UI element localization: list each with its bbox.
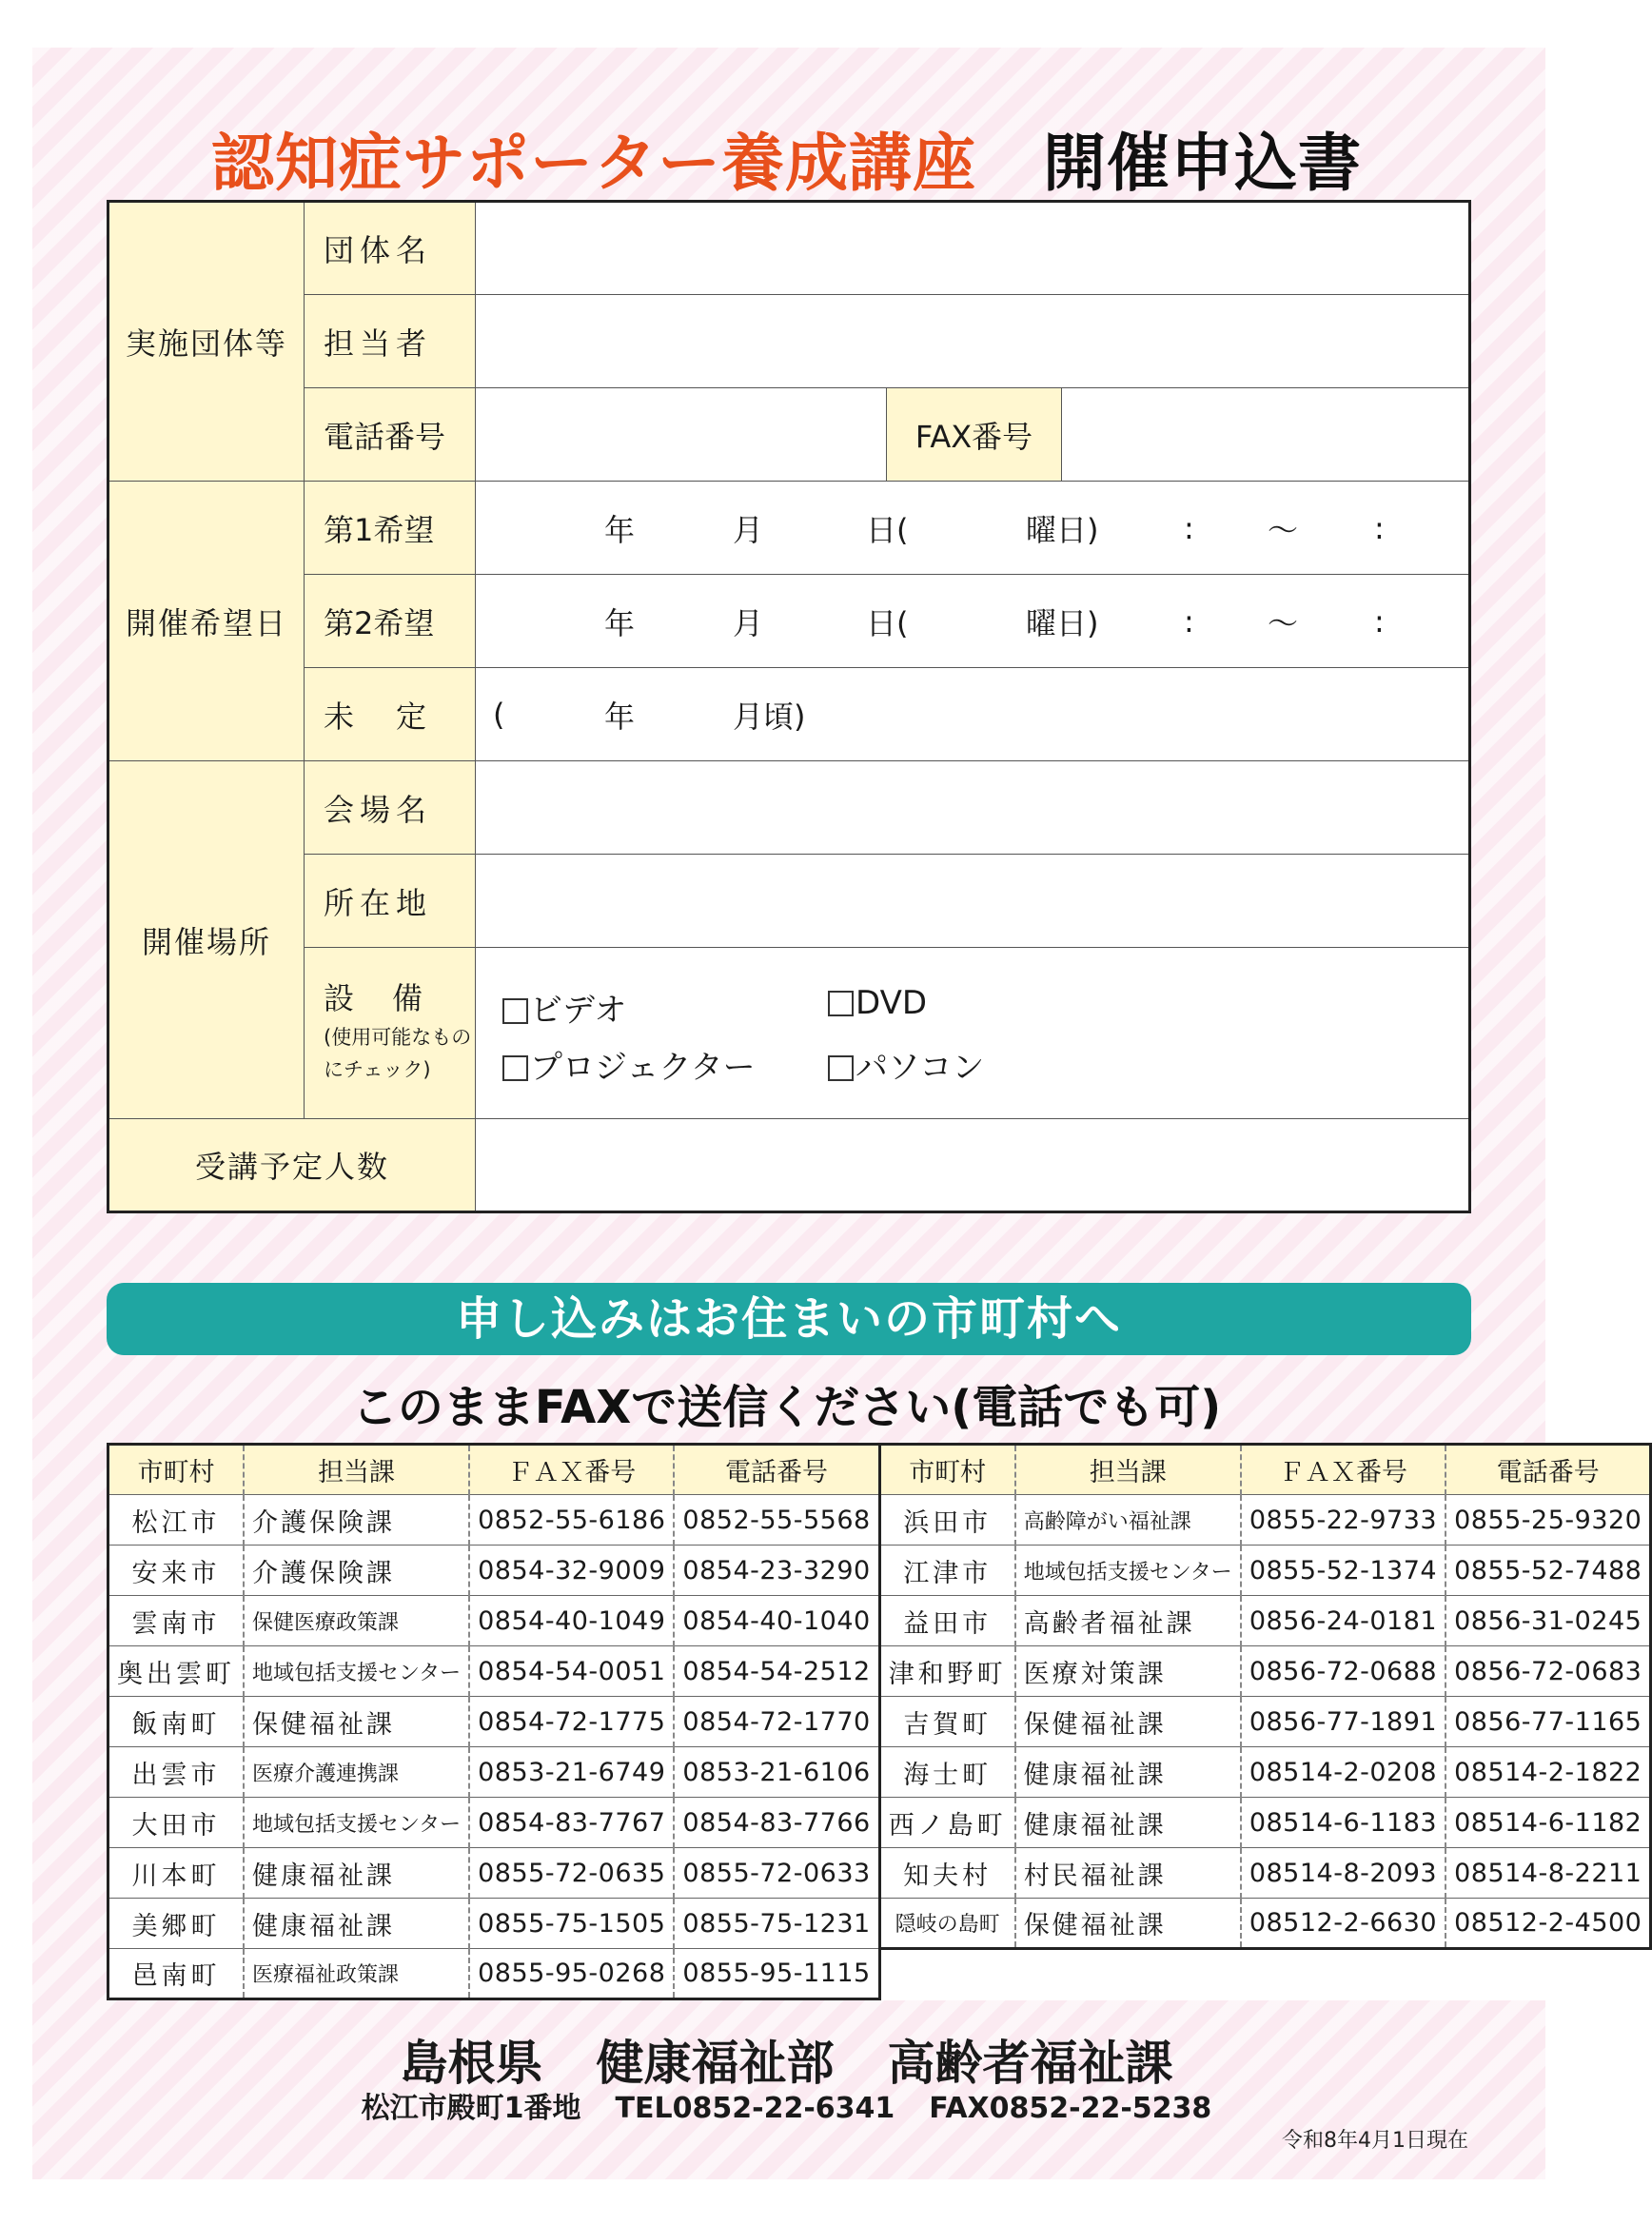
phone-number-cell: 08512-2-4500: [1446, 1899, 1651, 1949]
paren-open: (: [493, 696, 505, 733]
contact-person-label: 担当者: [305, 295, 476, 388]
undecided-label: 未 定: [305, 668, 476, 761]
option-video[interactable]: ビデオ: [502, 984, 626, 1031]
municipality-cell: 松江市: [108, 1495, 245, 1546]
option-dvd[interactable]: DVD: [828, 984, 927, 1022]
department-cell: 介護保険課: [244, 1546, 469, 1596]
header-phone: 電話番号: [674, 1445, 879, 1495]
municipality-cell: 西ノ島町: [879, 1798, 1015, 1848]
phone-label: 電話番号: [305, 388, 476, 482]
weekday-label: 曜日): [1026, 511, 1099, 548]
fax-number-cell: 08512-2-6630: [1241, 1899, 1446, 1949]
empty-cell: [1241, 1949, 1446, 1999]
municipality-cell: 津和野町: [879, 1646, 1015, 1697]
contact-person-field[interactable]: [476, 295, 1470, 388]
phone-number-cell: 0854-72-1770: [674, 1697, 879, 1747]
empty-cell: [1015, 1949, 1241, 1999]
header-fax: ＦＡＸ番号: [1241, 1445, 1446, 1495]
department-cell: 高齢者福祉課: [1015, 1596, 1241, 1646]
org-tel: TEL0852-22-6341: [615, 2092, 895, 2125]
second-choice-label: 第2希望: [305, 575, 476, 668]
org-name-label: 団体名: [305, 202, 476, 295]
first-choice-label: 第1希望: [305, 482, 476, 575]
municipality-cell: 海士町: [879, 1747, 1015, 1798]
department-cell: 地域包括支援センター: [244, 1646, 469, 1697]
table-row: [108, 1848, 1651, 1899]
department-cell: 保健福祉課: [1015, 1697, 1241, 1747]
department-cell: 村民福祉課: [1015, 1848, 1241, 1899]
header-fax: ＦＡＸ番号: [469, 1445, 674, 1495]
year-label: 年: [604, 511, 636, 548]
phone-number-cell: 0856-31-0245: [1446, 1596, 1651, 1646]
fax-number-cell: 0856-72-0688: [1241, 1646, 1446, 1697]
municipality-cell: 江津市: [879, 1546, 1015, 1596]
phone-number-cell: 0856-72-0683: [1446, 1646, 1651, 1697]
tilde: ～: [1268, 511, 1299, 548]
phone-number-cell: 08514-2-1822: [1446, 1747, 1651, 1798]
table-row: [108, 1495, 1651, 1546]
header-department: 担当課: [1015, 1445, 1241, 1495]
department-cell: 医療介護連携課: [244, 1747, 469, 1798]
equipment-label: 設備: [324, 979, 462, 1016]
checkbox-pc[interactable]: [828, 1055, 854, 1081]
table-row: [108, 1949, 1651, 1999]
org-address: 松江市殿町1番地: [361, 2092, 581, 2125]
municipality-cell: 知夫村: [879, 1848, 1015, 1899]
first-choice-date-field[interactable]: [476, 482, 1470, 575]
weekday-label: 曜日): [1026, 604, 1099, 641]
fax-label: FAX番号: [887, 388, 1062, 482]
fax-number-cell: 08514-2-0208: [1241, 1747, 1446, 1798]
municipality-cell: 邑南町: [108, 1949, 245, 1999]
fax-number-cell: 0854-72-1775: [469, 1697, 674, 1747]
phone-number-cell: 0855-52-7488: [1446, 1546, 1651, 1596]
month-approx-label: 月頃): [733, 698, 806, 735]
table-row: [108, 1747, 1651, 1798]
attendees-label: 受講予定人数: [108, 1119, 476, 1212]
checkbox-projector[interactable]: [502, 1055, 528, 1081]
department-cell: 医療福祉政策課: [244, 1949, 469, 1999]
undecided-date-field[interactable]: [476, 668, 1470, 761]
fax-number-cell: 0855-72-0635: [469, 1848, 674, 1899]
phone-number-cell: 0855-25-9320: [1446, 1495, 1651, 1546]
table-row: [108, 1798, 1651, 1848]
address-label: 所在地: [305, 855, 476, 948]
department-cell: 地域包括支援センター: [244, 1798, 469, 1848]
phone-number-cell: 0854-23-3290: [674, 1546, 879, 1596]
second-choice-date-field[interactable]: [476, 575, 1470, 668]
fax-number-cell: 0855-95-0268: [469, 1949, 674, 1999]
application-form: [107, 200, 1471, 1213]
municipality-cell: 雲南市: [108, 1596, 245, 1646]
municipality-cell: 飯南町: [108, 1697, 245, 1747]
phone-number-cell: 0855-75-1231: [674, 1899, 879, 1949]
table-row: [108, 1546, 1651, 1596]
municipality-cell: 浜田市: [879, 1495, 1015, 1546]
phone-number-cell: 0852-55-5568: [674, 1495, 879, 1546]
start-colon: :: [1184, 602, 1194, 640]
table-row: [108, 1899, 1651, 1949]
fax-number-cell: 0856-77-1891: [1241, 1697, 1446, 1747]
fax-number-cell: 0855-22-9733: [1241, 1495, 1446, 1546]
year-label: 年: [604, 604, 636, 641]
month-label: 月: [733, 511, 764, 548]
table-row: [108, 1646, 1651, 1697]
department-cell: 健康福祉課: [1015, 1747, 1241, 1798]
tilde: ～: [1268, 604, 1299, 641]
org-fax: FAX0852-22-5238: [929, 2092, 1212, 2125]
month-label: 月: [733, 604, 764, 641]
department-cell: 保健医療政策課: [244, 1596, 469, 1646]
municipality-cell: 大田市: [108, 1798, 245, 1848]
municipality-cell: 益田市: [879, 1596, 1015, 1646]
equipment-label-cell: [305, 948, 476, 1119]
address-field[interactable]: [476, 855, 1470, 948]
department-cell: 地域包括支援センター: [1015, 1546, 1241, 1596]
fax-number-cell: 0854-32-9009: [469, 1546, 674, 1596]
title-sub: 開催申込書: [1043, 127, 1362, 200]
day-label: 日(: [866, 511, 909, 548]
municipality-cell: 奥出雲町: [108, 1646, 245, 1697]
header-phone: 電話番号: [1446, 1445, 1651, 1495]
venue-name-label: 会場名: [305, 761, 476, 855]
header-department: 担当課: [244, 1445, 469, 1495]
fax-number-cell: 0852-55-6186: [469, 1495, 674, 1546]
contacts-header-row: [108, 1445, 1651, 1495]
fax-number-cell: 0854-83-7767: [469, 1798, 674, 1848]
department-cell: 高齢障がい福祉課: [1015, 1495, 1241, 1546]
equipment-note: (使用可能なものにチェック): [324, 1026, 472, 1081]
fax-number-cell: 08514-6-1183: [1241, 1798, 1446, 1848]
contacts-table: [107, 1443, 1652, 2000]
end-colon: :: [1374, 602, 1385, 640]
venue-name-field[interactable]: [476, 761, 1470, 855]
org-name-field[interactable]: [476, 202, 1470, 295]
apply-banner: 申し込みはお住まいの市町村へ: [107, 1283, 1471, 1355]
equipment-options: [476, 948, 1470, 1119]
organization-contact: [0, 2084, 1573, 2126]
department-cell: 保健福祉課: [244, 1697, 469, 1747]
phone-number-cell: 0854-40-1040: [674, 1596, 879, 1646]
municipality-cell: 吉賀町: [879, 1697, 1015, 1747]
year-label: 年: [604, 698, 636, 735]
date-category-label: 開催希望日: [108, 482, 305, 761]
option-projector[interactable]: プロジェクター: [502, 1041, 756, 1088]
table-row: [108, 1697, 1651, 1747]
phone-number-cell: 0855-95-1115: [674, 1949, 879, 1999]
fax-number-cell: 0855-75-1505: [469, 1899, 674, 1949]
municipality-cell: 川本町: [108, 1848, 245, 1899]
municipality-cell: 美郷町: [108, 1899, 245, 1949]
empty-cell: [1446, 1949, 1651, 1999]
as-of-date: 令和8年4月1日現在: [1282, 2129, 1468, 2153]
fax-instruction: このままFAXで送信ください(電話でも可): [351, 1381, 1222, 1434]
department-cell: 医療対策課: [1015, 1646, 1241, 1697]
end-colon: :: [1374, 509, 1385, 546]
municipality-cell: 隠岐の島町: [879, 1899, 1015, 1949]
phone-field[interactable]: [476, 388, 887, 482]
municipality-cell: 出雲市: [108, 1747, 245, 1798]
department-cell: 健康福祉課: [1015, 1798, 1241, 1848]
department-cell: 保健福祉課: [1015, 1899, 1241, 1949]
phone-number-cell: 0854-83-7766: [674, 1798, 879, 1848]
org-category-label: 実施団体等: [108, 202, 305, 482]
phone-number-cell: 08514-6-1182: [1446, 1798, 1651, 1848]
org-prefecture: 島根県: [400, 2036, 543, 2091]
phone-number-cell: 0853-21-6106: [674, 1747, 879, 1798]
org-section: 高齢者福祉課: [887, 2036, 1173, 2091]
title-main: 認知症サポーター養成講座: [211, 127, 976, 200]
fax-number-cell: 0853-21-6749: [469, 1747, 674, 1798]
page-title: [0, 112, 1573, 203]
checkbox-dvd[interactable]: [828, 991, 854, 1016]
fax-number-cell: 0854-54-0051: [469, 1646, 674, 1697]
attendees-field[interactable]: [476, 1119, 1470, 1212]
department-cell: 健康福祉課: [244, 1848, 469, 1899]
phone-number-cell: 0856-77-1165: [1446, 1697, 1651, 1747]
fax-number-cell: 0855-52-1374: [1241, 1546, 1446, 1596]
fax-number-cell: 0854-40-1049: [469, 1596, 674, 1646]
option-pc[interactable]: パソコン: [828, 1041, 984, 1088]
phone-number-cell: 08514-8-2211: [1446, 1848, 1651, 1899]
table-row: [108, 1596, 1651, 1646]
fax-number-cell: 0856-24-0181: [1241, 1596, 1446, 1646]
fax-field[interactable]: [1062, 388, 1470, 482]
start-colon: :: [1184, 509, 1194, 546]
venue-category-label: 開催場所: [108, 761, 305, 1119]
municipality-cell: 安来市: [108, 1546, 245, 1596]
header-municipality: 市町村: [108, 1445, 245, 1495]
department-cell: 介護保険課: [244, 1495, 469, 1546]
org-department: 健康福祉部: [596, 2036, 835, 2091]
empty-cell: [879, 1949, 1015, 1999]
checkbox-video[interactable]: [502, 998, 528, 1024]
department-cell: 健康福祉課: [244, 1899, 469, 1949]
day-label: 日(: [866, 604, 909, 641]
fax-number-cell: 08514-8-2093: [1241, 1848, 1446, 1899]
phone-number-cell: 0855-72-0633: [674, 1848, 879, 1899]
phone-number-cell: 0854-54-2512: [674, 1646, 879, 1697]
header-municipality: 市町村: [879, 1445, 1015, 1495]
